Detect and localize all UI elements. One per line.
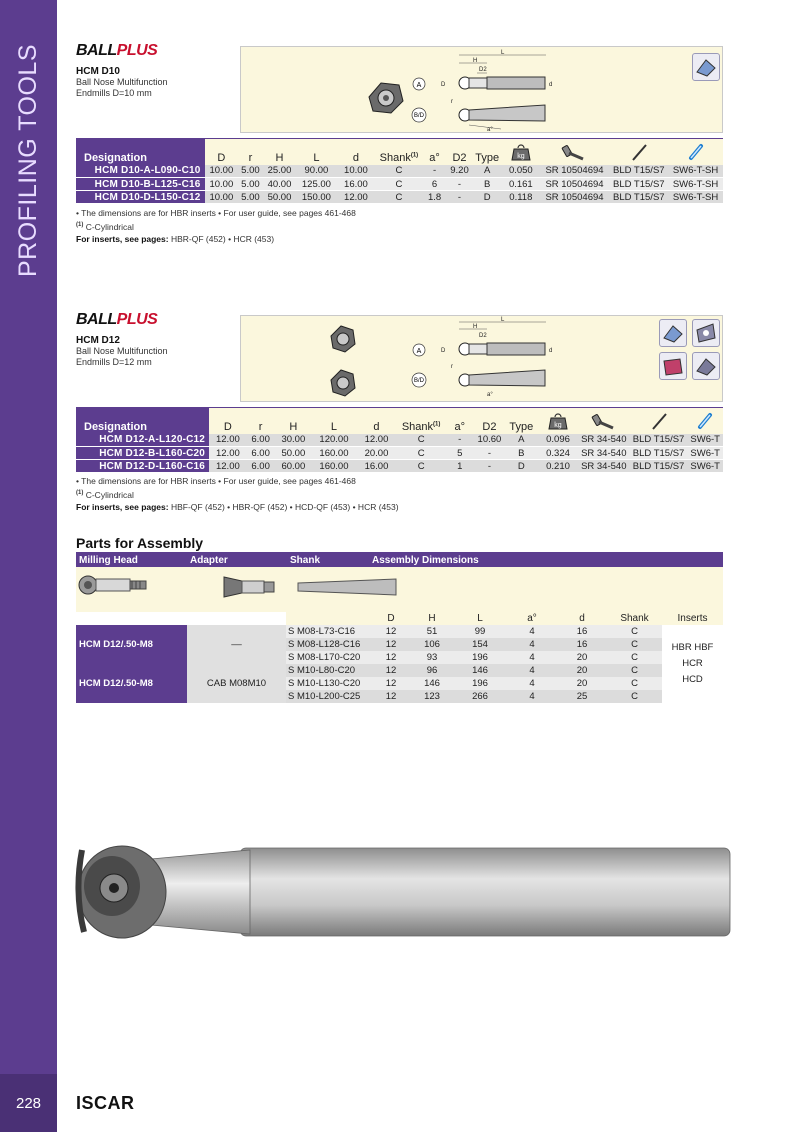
col-L: L: [296, 139, 336, 165]
col-shank: Shank$^{(1)}$: [375, 139, 422, 165]
col-D: D: [205, 139, 239, 165]
weight-icon: [511, 143, 531, 161]
parts-title: Parts for Assembly: [76, 535, 204, 551]
table-row: HCM D12-A-L120-C12 12.00 6.00 30.00 120.00 12.00 C - 10.60 A 0.096 SR 34-540 BLD T15/S7 SW6-T: [76, 434, 723, 447]
col-milling-head: Milling Head: [79, 555, 138, 566]
dim-H: H: [473, 324, 478, 330]
dim-D: D: [441, 82, 446, 88]
col-shank: Shank$^{(1)}$: [397, 408, 445, 434]
material-icon: [692, 352, 720, 380]
dim-D2: D2: [479, 333, 487, 339]
adapter-image: [224, 577, 274, 597]
sub-D: D: [371, 612, 411, 625]
type-bd-label: B/D: [413, 378, 425, 384]
note-dimensions: • The dimensions are for HBR inserts • For user guide, see pages 461-468: [76, 476, 356, 486]
inserts-list: HBR HBF HCR HCD: [662, 625, 723, 703]
tool-lower: [459, 370, 545, 386]
wrench-icon: [686, 143, 706, 161]
material-icon: [659, 352, 687, 380]
dim-d: d: [549, 348, 553, 354]
col-weight: [502, 139, 539, 165]
parts-images-svg: [76, 567, 723, 612]
col-wrench: [687, 408, 723, 434]
table-row: HCM D10-D-L150-C12 10.00 5.00 50.00 150.00 12.00 C 1.8 - D 0.118 SR 10504694 BLD T15/S7 SW6-T-SH: [76, 191, 723, 204]
col-r: r: [238, 139, 263, 165]
col-r: r: [247, 408, 275, 434]
note-dimensions: • The dimensions are for HBR inserts • For user guide, see pages 461-468: [76, 208, 356, 218]
dim-L: L: [501, 50, 505, 56]
sub-H: H: [411, 612, 453, 625]
product-info-d10: [76, 66, 168, 99]
svg-text:kg: kg: [554, 421, 562, 429]
product-name: HCM D12: [76, 335, 120, 346]
spec-table-d12: [76, 407, 723, 473]
sub-inserts: Inserts: [662, 612, 723, 625]
insert-drawing-icon: [331, 326, 355, 396]
parts-header: [76, 554, 723, 567]
product-desc-1: Ball Nose Multifunction: [76, 346, 168, 356]
dim-H: H: [473, 58, 478, 64]
material-icon: [692, 53, 720, 81]
dim-D2: D2: [479, 67, 487, 73]
table-row: S M08-L170-C20 12 93 196 4 20 C: [76, 651, 723, 664]
col-designation: Designation: [76, 139, 205, 165]
product-desc-2: Endmills D=10 mm: [76, 88, 152, 98]
col-H: H: [275, 408, 313, 434]
col-D2: D2: [447, 139, 473, 165]
screw-icon: [561, 143, 587, 161]
col-a: a°: [422, 139, 446, 165]
col-H: H: [263, 139, 297, 165]
wrench-icon: [695, 412, 715, 430]
weight-icon: [548, 412, 568, 430]
tool-drawing-d10: [240, 46, 723, 133]
col-weight: [538, 408, 578, 434]
product-info-d12: [76, 335, 168, 368]
type-bd-label: B/D: [413, 113, 425, 119]
tool-drawing-svg: [241, 47, 724, 134]
product-desc-2: Endmills D=12 mm: [76, 357, 152, 367]
iscar-logo: ISCAR: [76, 1093, 135, 1113]
col-designation: Designation: [76, 408, 209, 434]
dim-a: a°: [487, 392, 493, 398]
tool-lower: [459, 105, 545, 129]
milling-head-image: [79, 576, 146, 594]
material-icon: [692, 319, 720, 347]
shank-image: [298, 579, 396, 595]
table-row: HCM D12-D-L160-C16 12.00 6.00 60.00 160.00 16.00 C 1 - D 0.210 SR 34-540 BLD T15/S7 SW6-T: [76, 460, 723, 473]
notes-d10: [76, 207, 356, 245]
col-shank: Shank: [290, 555, 321, 566]
material-icon: [659, 319, 687, 347]
note-inserts: For inserts, see pages: HBF-QF (452) • HBR-QF (452) • HCD-QF (453) • HCR (453): [76, 501, 399, 512]
page-number: 228: [0, 1074, 57, 1132]
dim-d: d: [549, 82, 553, 88]
type-a-label: A: [416, 82, 422, 89]
spec-table-d10: [76, 138, 723, 204]
table-row: HCM D10-B-L125-C16 10.00 5.00 40.00 125.00 16.00 C 6 - B 0.161 SR 10504694 BLD T15/S7 SW6-T-SH: [76, 178, 723, 191]
dim-D: D: [441, 348, 446, 354]
col-adapter: Adapter: [190, 555, 228, 566]
insert-drawing-icon: [369, 83, 403, 113]
type-a-label: A: [416, 348, 422, 355]
col-key: [630, 408, 688, 434]
key-icon: [649, 412, 669, 430]
col-d: d: [356, 408, 397, 434]
sidebar: [0, 0, 57, 1132]
milling-head-1: HCM D12/.50-M8: [76, 625, 187, 664]
table-row: S M10-L200-C25 12 123 266 4 25 C: [76, 690, 723, 703]
tool-drawing-d12: [240, 315, 723, 402]
key-icon: [629, 143, 649, 161]
col-D: D: [209, 408, 247, 434]
parts-table: [76, 612, 723, 703]
table-row: HCM D12/.50-M8 –– S M08-L73-C16 12 51 99 4 16 C HBR HBF HCR HCD: [76, 625, 723, 638]
table-header-row: [76, 408, 723, 434]
adapter-2: CAB M08M10: [187, 664, 286, 703]
sub-a: a°: [507, 612, 557, 625]
col-type: Type: [504, 408, 538, 434]
note-cylindrical: $^{(1)}$ C-Cylindrical: [76, 489, 134, 500]
product-name: HCM D10: [76, 66, 120, 77]
parts-images: [76, 567, 723, 612]
table-row: HCM D10-A-L090-C10 10.00 5.00 25.00 90.00 10.00 C - 9.20 A 0.050 SR 10504694 BLD T15/S7 SW6-T-SH: [76, 165, 723, 178]
table-row: S M10-L130-C20 12 146 196 4 20 C: [76, 677, 723, 690]
ballplus-logo: BALLPLUS: [76, 42, 158, 59]
col-wrench: [668, 139, 723, 165]
col-screw: [540, 139, 610, 165]
svg-text:kg: kg: [517, 152, 525, 160]
notes-d12: [76, 475, 399, 513]
col-D2: D2: [474, 408, 504, 434]
col-screw: [578, 408, 630, 434]
sub-L: L: [453, 612, 507, 625]
product-photo: [70, 820, 750, 980]
parts-subheader-row: [76, 612, 723, 625]
adapter-1: ––: [187, 625, 286, 664]
dim-r: r: [451, 364, 453, 370]
col-key: [609, 139, 668, 165]
milling-head-2: HCM D12/.50-M8: [76, 664, 187, 703]
dim-a: a°: [487, 127, 493, 133]
col-L: L: [312, 408, 356, 434]
ballplus-logo: BALLPLUS: [76, 311, 158, 328]
note-cylindrical: $^{(1)}$ C-Cylindrical: [76, 221, 134, 232]
col-a: a°: [445, 408, 474, 434]
sub-d: d: [557, 612, 607, 625]
col-type: Type: [472, 139, 502, 165]
screw-icon: [591, 412, 617, 430]
table-header-row: [76, 139, 723, 165]
dim-r: r: [451, 99, 453, 105]
note-inserts: For inserts, see pages: HBR-QF (452) • HCR (453): [76, 233, 275, 244]
table-row: HCM D12-B-L160-C20 12.00 6.00 50.00 160.00 20.00 C 5 - B 0.324 SR 34-540 BLD T15/S7 SW6-T: [76, 447, 723, 460]
table-row: S M08-L128-C16 12 106 154 4 16 C: [76, 638, 723, 651]
col-assembly: Assembly Dimensions: [372, 555, 479, 566]
product-desc-1: Ball Nose Multifunction: [76, 77, 168, 87]
tool-drawing-svg: [241, 316, 724, 403]
dim-L: L: [501, 317, 505, 323]
section-title: PROFILING TOOLS: [14, 43, 43, 277]
sub-shank: Shank: [607, 612, 662, 625]
table-row: HCM D12/.50-M8 CAB M08M10 S M10-L80-C20 12 96 146 4 20 C: [76, 664, 723, 677]
col-d: d: [337, 139, 376, 165]
